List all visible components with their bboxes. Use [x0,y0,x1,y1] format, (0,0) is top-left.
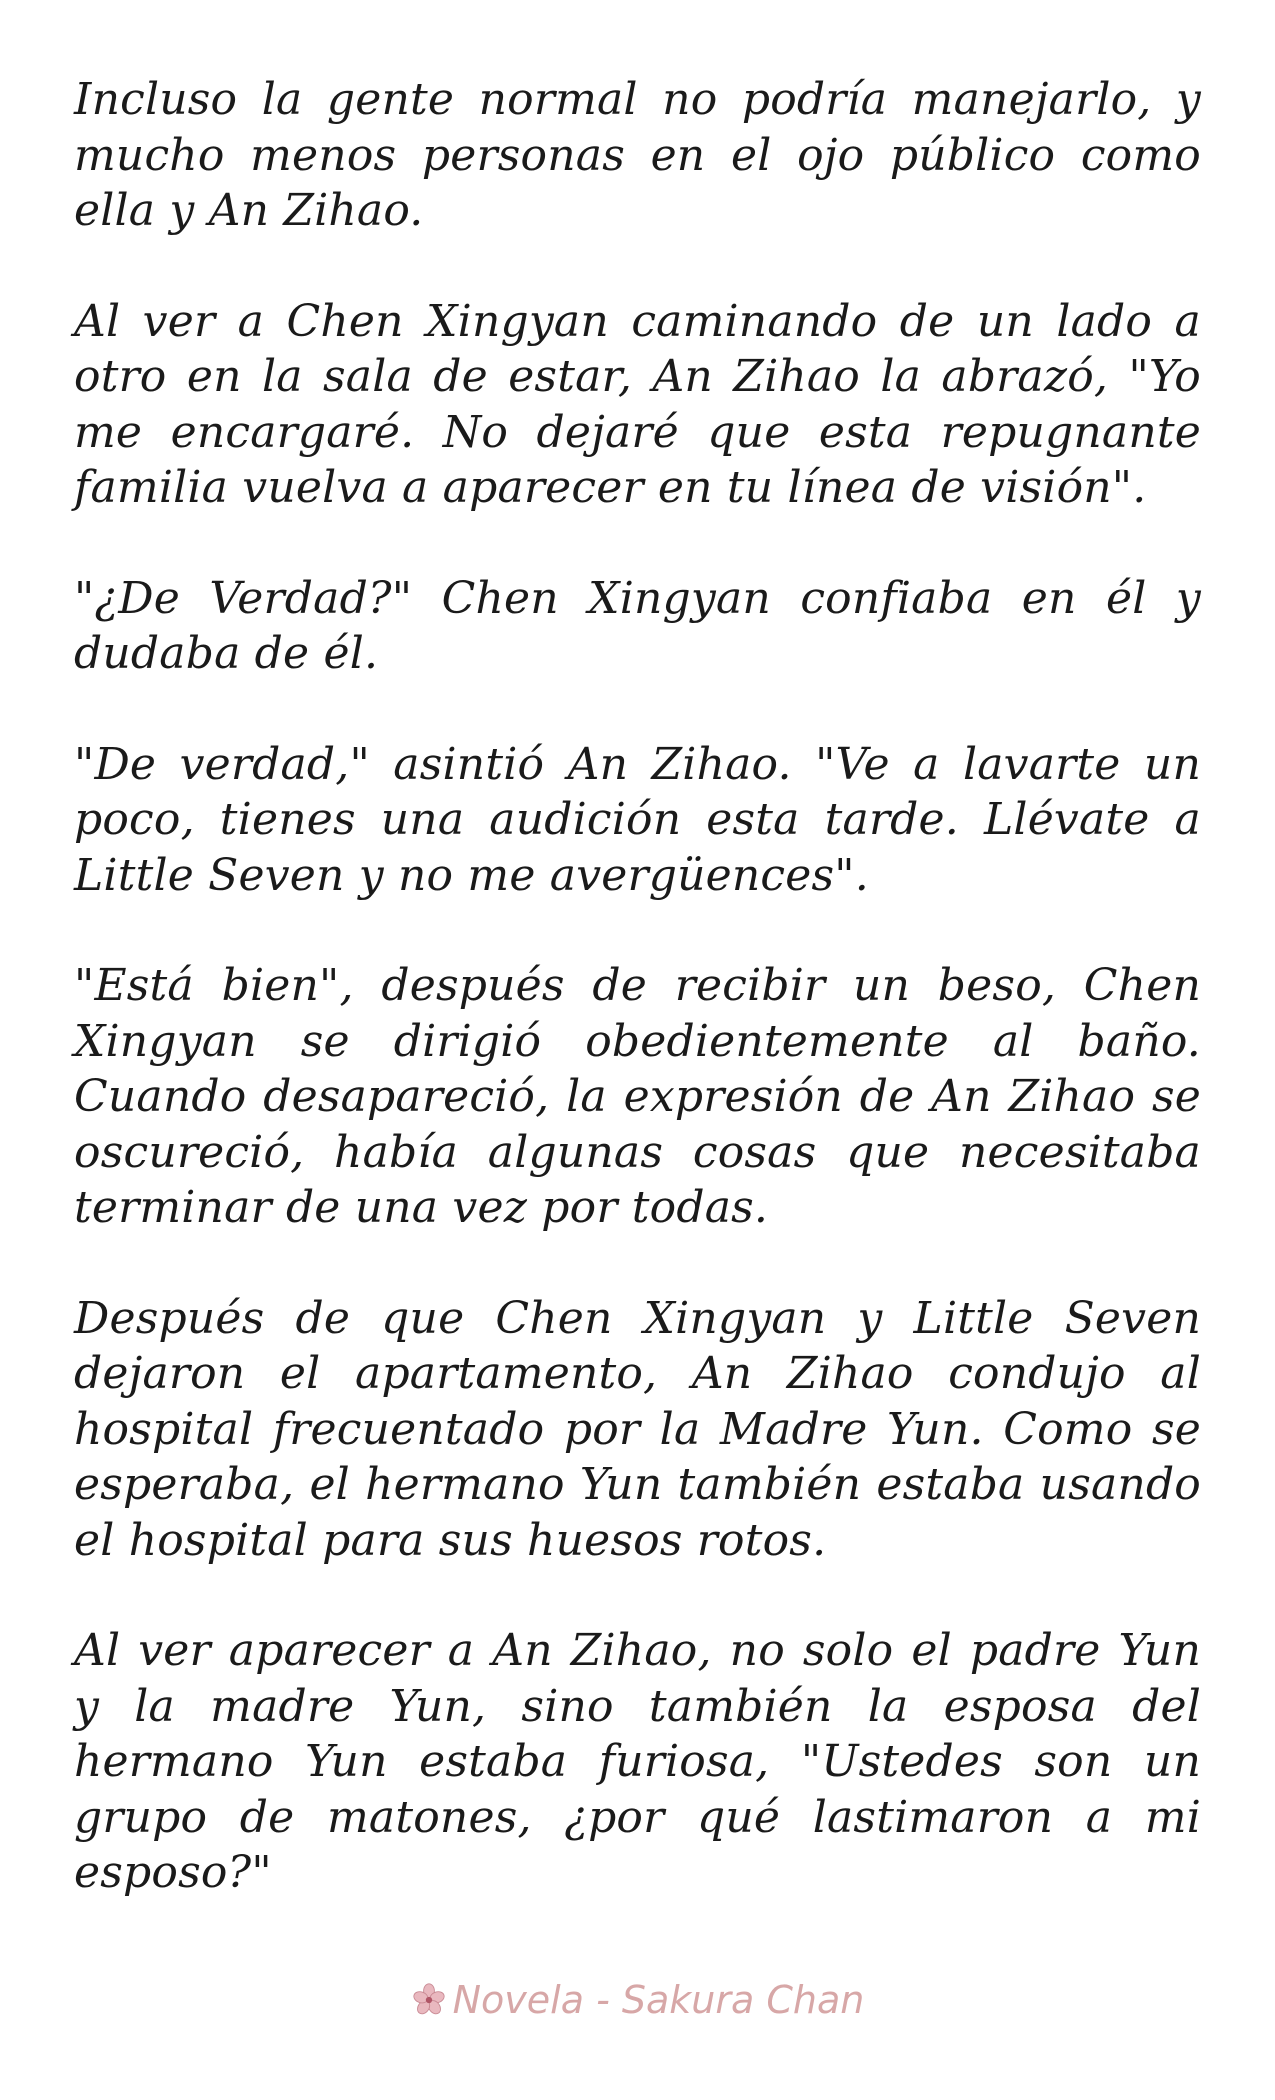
paragraph: "Está bien", después de recibir un beso, Chen Xingyan se dirigió obedientemente al baño. Cuando desapareció, la expresión de An Zihao se oscureció, había algunas cosas que necesitaba terminar de una vez por todas. [74,960,1201,1233]
paragraph: Al ver a Chen Xingyan caminando de un lado a otro en la sala de estar, An Zihao la abrazó, "Yo me encargaré. No dejaré que esta repugnante familia vuelva a aparecer en tu línea de visión". [74,295,1201,513]
paragraph: Después de que Chen Xingyan y Little Seven dejaron el apartamento, An Zihao condujo al hospital frecuentado por la Madre Yun. Como se esperaba, el hermano Yun también estaba usando el hospital para sus huesos rotos. [74,1292,1201,1566]
cherry-blossom-icon [411,1982,447,2018]
paragraph: "¿De Verdad?" Chen Xingyan confiaba en él y dudaba de él. [74,572,1201,679]
watermark [0,1978,1275,2022]
paragraph: "De verdad," asintió An Zihao. "Ve a lavarte un poco, tienes una audición esta tarde. Llévate a Little Seven y no me avergüences". [74,738,1201,901]
paragraph: Al ver aparecer a An Zihao, no solo el padre Yun y la madre Yun, sino también la esposa del hermano Yun estaba furiosa, "Ustedes son un grupo de matones, ¿por qué lastimaron a mi esposo?" [74,1625,1201,1898]
watermark-text: Novela - Sakura Chan [452,1978,865,2022]
paragraph: Incluso la gente normal no podría manejarlo, y mucho menos personas en el ojo público como ella y An Zihao. [74,74,1201,236]
document-body [74,72,1201,1956]
